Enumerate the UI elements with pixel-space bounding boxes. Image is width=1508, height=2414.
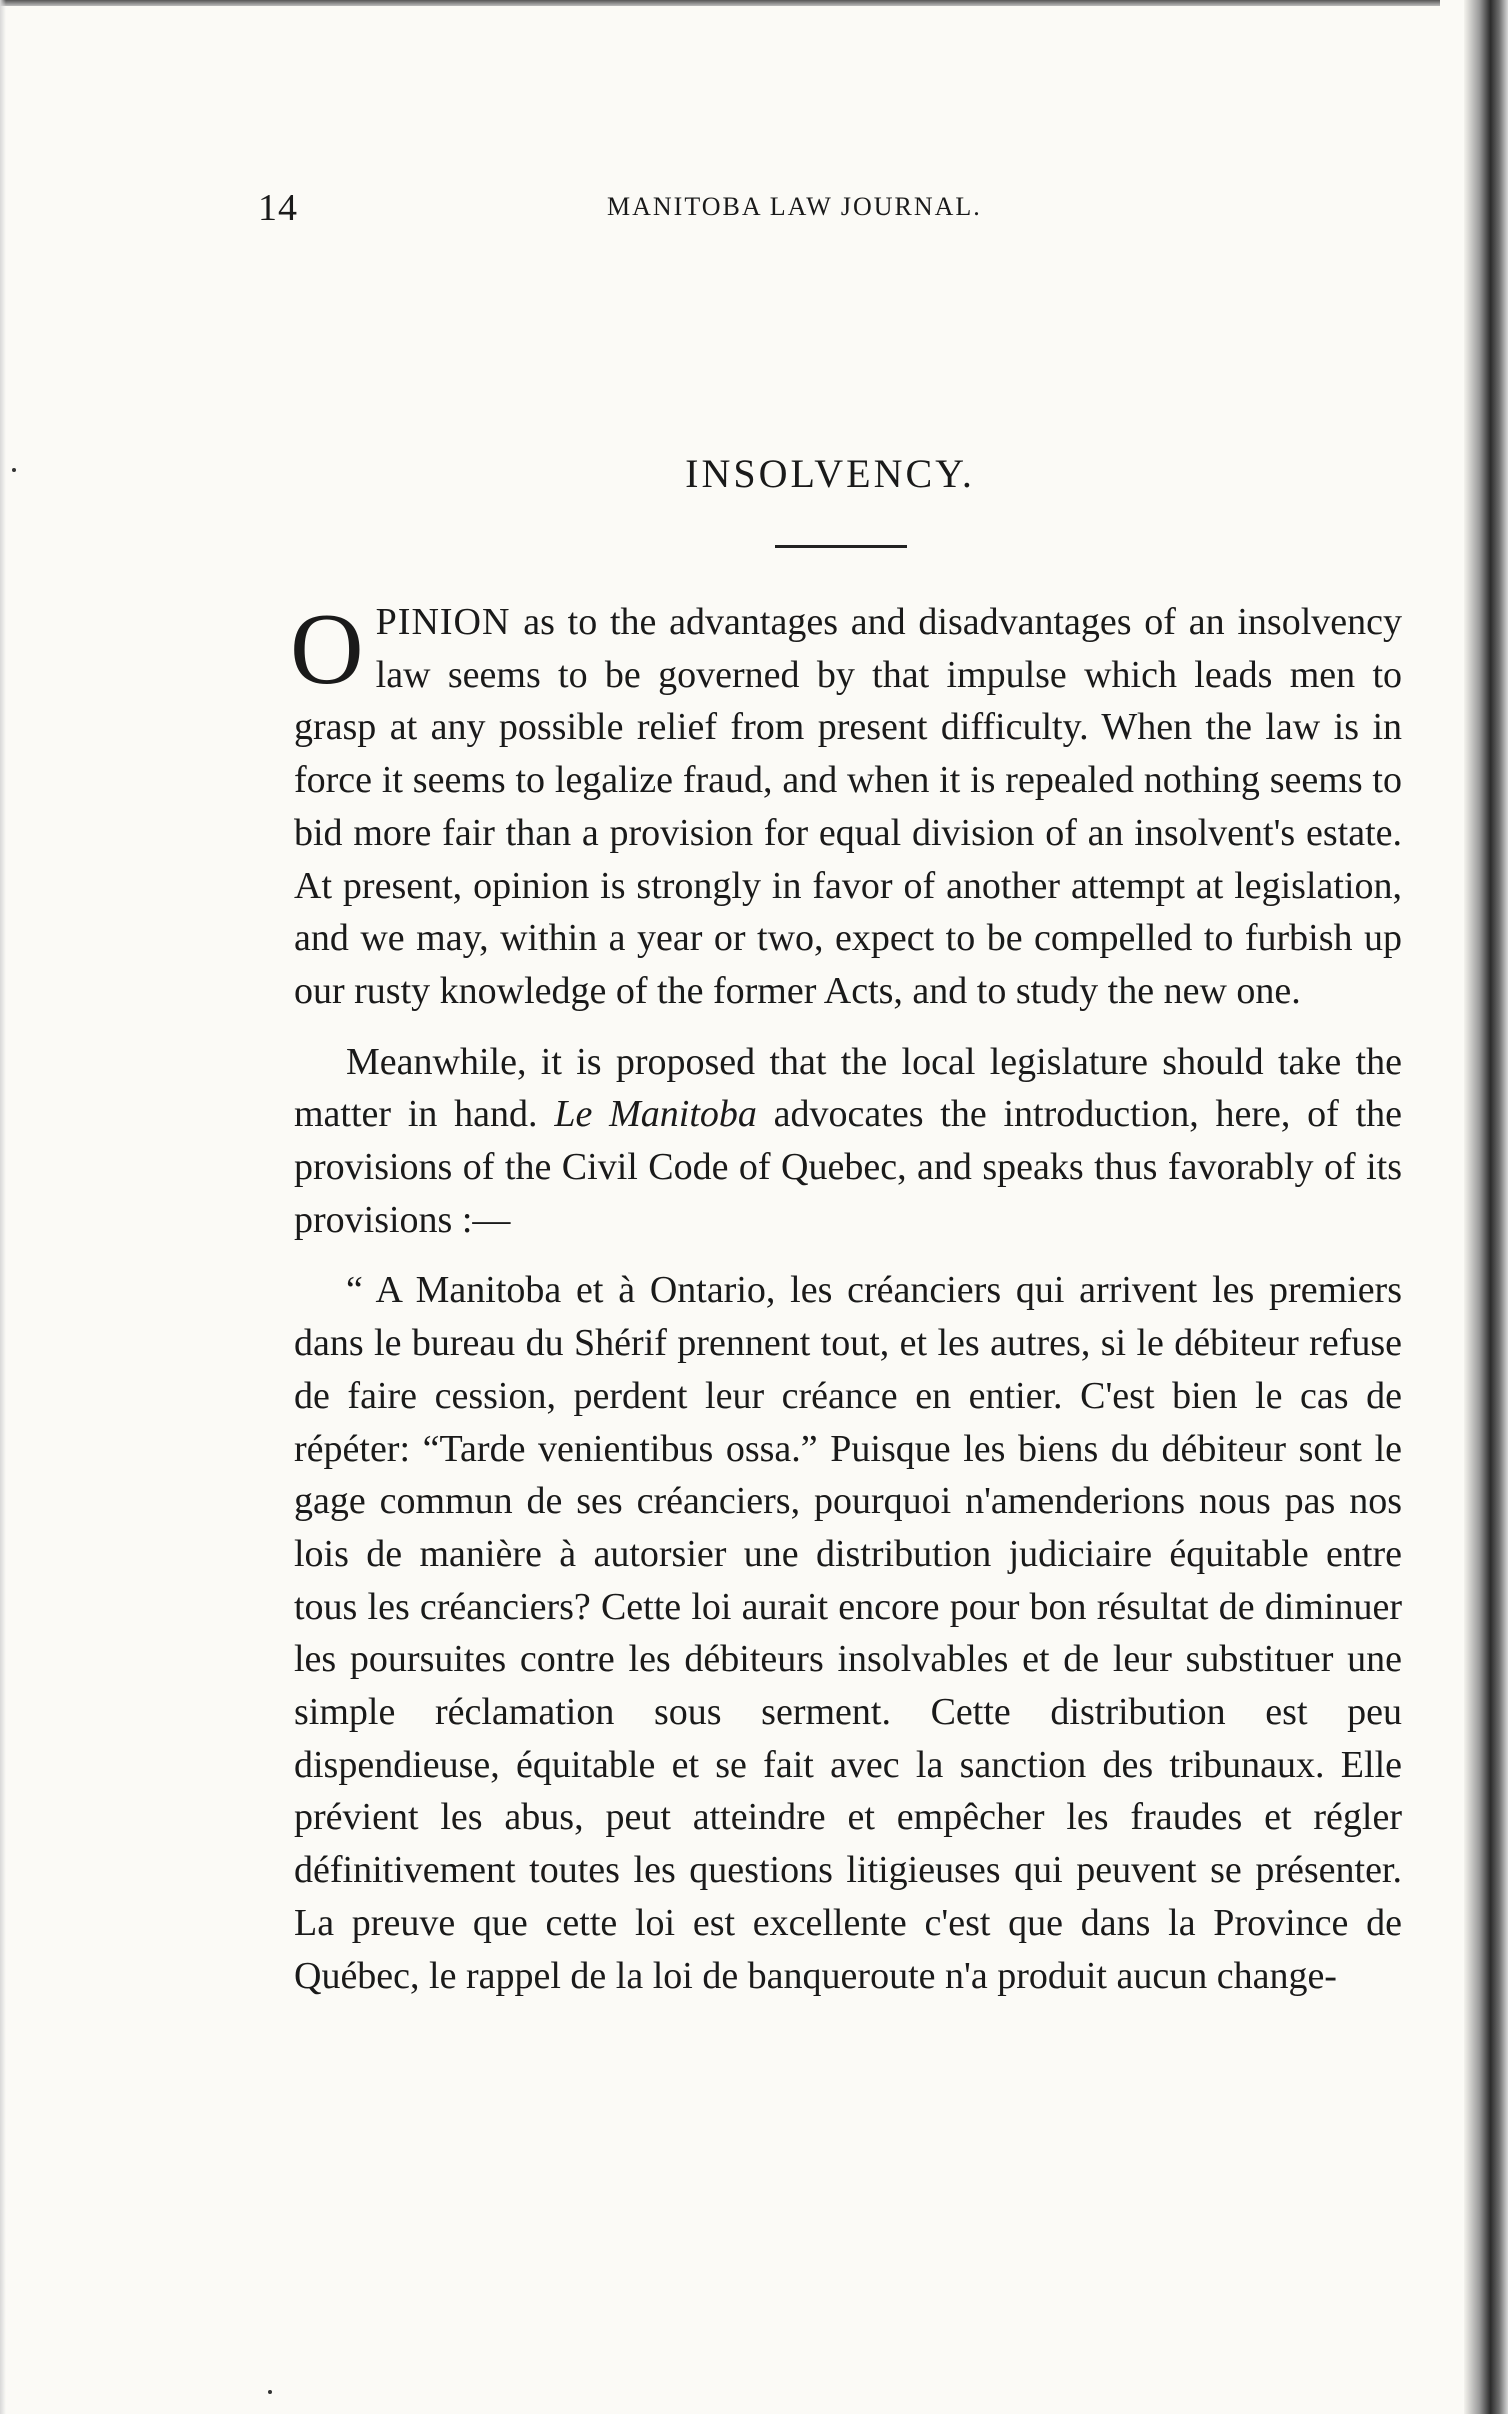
title-rule bbox=[775, 545, 907, 548]
page-number: 14 bbox=[258, 187, 298, 229]
paragraph-3-quote: “ A Manitoba et à Ontario, les créanciers qui arrivent les premiers dans le bureau du Shérif prennent tout, et les autres, si le débiteur refuse de faire cession, perdent leur créance en entier. C'est bien le cas de répéter: “Tarde venientibus ossa.” Puisque les biens du débiteur sont le gage commun de ses créanciers, pourquoi n'amenderions nous pas nos lois de manière à autorsier une distribution judiciaire équitable entre tous les créanciers? Cette loi aurait encore pour bon résultat de diminuer les poursuites contre les débiteurs insolvables et de leur substituer une simple réclamation sous serment. Cette distribution est peu dispendieuse, équitable et se fait avec la sanction des tribunaux. Elle prévient les abus, peut atteindre et empêcher les fraudes et régler définitivement toutes les questions litigieuses qui peuvent se présenter. La preuve que cette loi est excellente c'est que dans la Province de Québec, le rappel de la loi de banqueroute n'a produit aucun change- bbox=[294, 1269, 1402, 1997]
lead-in: PINION bbox=[375, 601, 511, 643]
drop-cap: O bbox=[290, 593, 364, 706]
article-body bbox=[290, 593, 1403, 2020]
page-header bbox=[258, 186, 1258, 246]
paragraph-2-after: advocates the introduction, here, of the provisions of the Civil Code of Quebec, and speaks thus favorably of its provisions :— bbox=[294, 1093, 1403, 1241]
page-top-edge bbox=[0, 0, 1440, 6]
book-spine-edge bbox=[1464, 0, 1508, 2414]
paragraph-2-before: Meanwhile, it is proposed that the local legislature should take the matter in hand. bbox=[294, 1040, 1402, 1136]
paragraph-1-text: as to the advantages and disadvantages of an insolvency law seems to be governed by that impulse which leads men to grasp at any possible relief from present difficulty. When the law is in force it seems to legalize fraud, and when it is repealed nothing seems to bid more fair than a provision for equal division of an insolvent's estate. At present, opinion is strongly in favor of another attempt at legislation, and we may, within a year or two, expect to be compelled to furbish up our rusty knowledge of the former Acts, and to study the new one. bbox=[294, 601, 1402, 1012]
page-left-edge bbox=[0, 0, 6, 2414]
paragraph-2 bbox=[294, 1036, 1402, 1247]
paragraph-1 bbox=[290, 593, 1402, 1018]
scan-speck bbox=[268, 2390, 272, 2394]
running-head: MANITOBA LAW JOURNAL. bbox=[607, 192, 982, 221]
paper-name: Le Manitoba bbox=[554, 1093, 757, 1136]
scan-speck bbox=[12, 468, 16, 472]
article-title: INSOLVENCY. bbox=[685, 451, 975, 496]
